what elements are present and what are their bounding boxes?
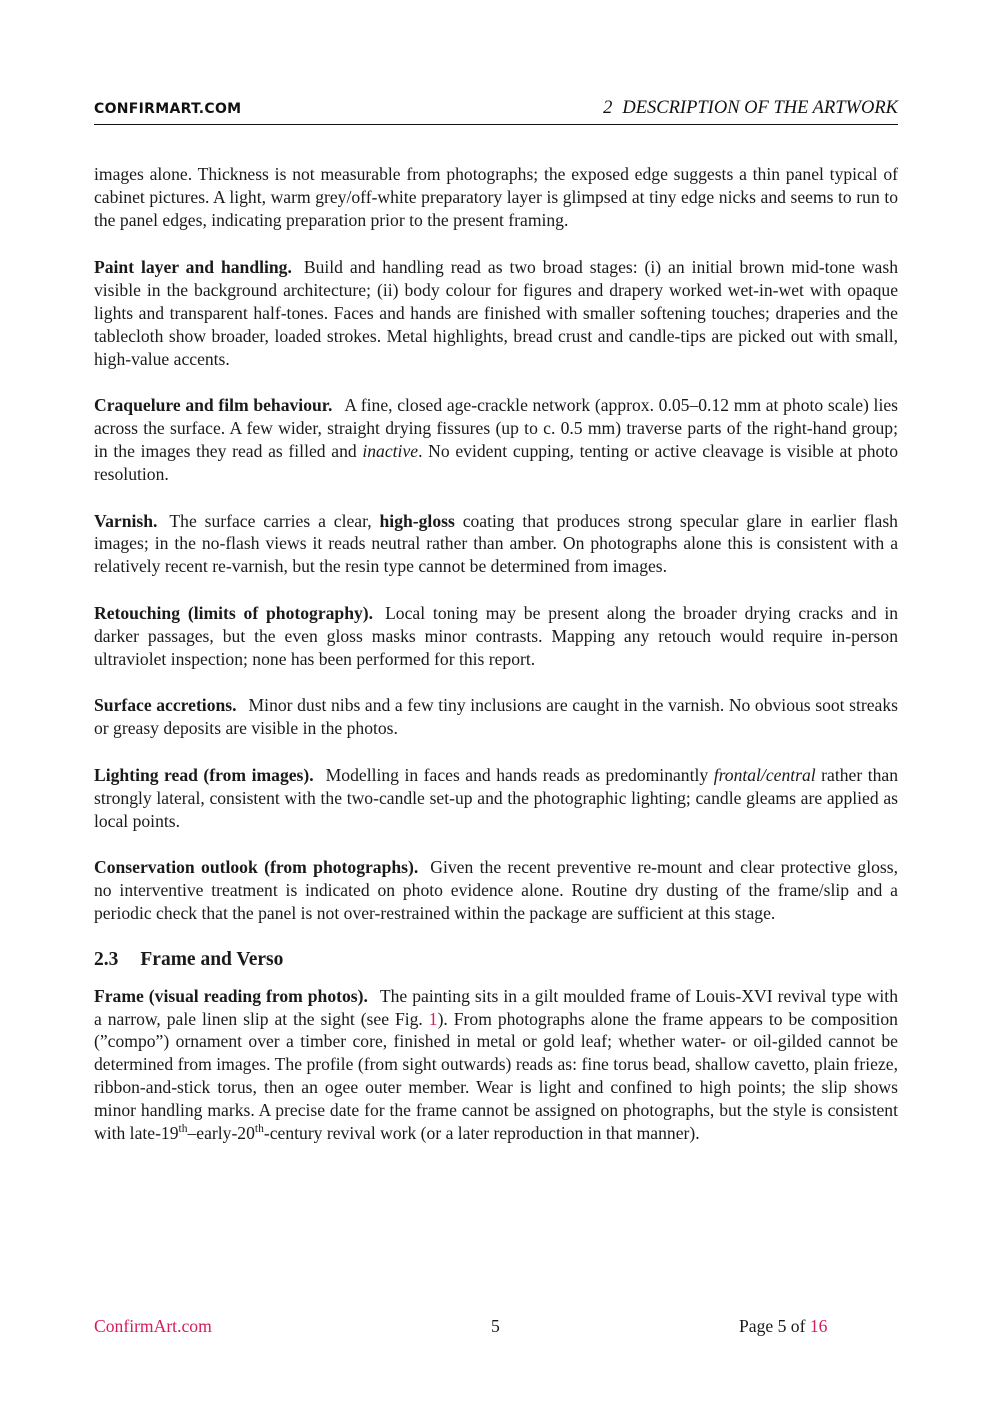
site-logo[interactable]: CONFIRMART.COM [94,101,242,117]
paragraph-heading: Surface accretions. [94,695,237,716]
section-number: 2 [603,98,613,118]
paragraph-text: coating that produces strong specular glare in earlier flash images; in the no-flash views it reads neutral rather than amber. On photographs alone this is consistent with a relatively recent re-varnish, but the resin type cannot be determined from images. [94,510,898,577]
document-body [94,163,898,1168]
paragraph-text: Build and handling read as two broad stages: (i) an initial brown mid-tone wash visible in the background architecture; (ii) body colour for figures and drapery worked wet-in-wet with opaque lights and transparent half-tones. Faces and hands are finished with smaller softening touches; draperies and the tablecloth show broader, loaded strokes. Metal highlights, bread crust and candle-tips are picked out with small, high-value accents. [94,257,898,369]
paragraph-heading: Retouching (limits of photography). [94,602,374,623]
subsection-number: 2.3 [94,948,119,970]
figure-reference-link[interactable]: 1 [428,1008,438,1029]
italic-term: inactive [362,440,419,461]
outlook-paragraph [94,856,898,924]
paragraph-text: The surface carries a clear, [169,510,380,531]
paragraph-text: . No evident cupping, tenting or active cleavage is visible at photo resolution. [94,440,898,484]
paragraph-heading: Conservation outlook (from photographs). [94,857,419,878]
total-pages-link[interactable]: 16 [809,1316,828,1336]
footer-page-count [739,1316,827,1337]
subsection-heading [94,948,898,972]
paragraph-text: Given the recent preventive re-mount and clear protective gloss, no interventive treatment is indicated on photo evidence alone. Routine dry dusting of the frame/slip and a periodic check that the panel is not over-restrained within the package are sufficient at this stage. [94,857,898,923]
paragraph-heading: Varnish. [94,510,158,531]
retouching-paragraph [94,602,898,670]
intro-paragraph: images alone. Thickness is not measurable from photographs; the exposed edge suggests a thin panel typical of cabinet pictures. A light, warm grey/off-white preparatory layer is glimpsed at tiny edge nicks and seems to run to the panel edges, indicating preparation prior to the present framing. [94,164,898,230]
craquelure-paragraph [94,394,898,485]
paragraph-text: rather than strongly lateral, consistent with the two-candle set-up and the photographic lighting; candle gleams are applied as local points. [94,764,898,831]
page-header [94,96,898,125]
superscript: th [178,1122,188,1135]
bold-term: high-gloss [379,510,455,531]
paragraph-text: ). From photographs alone the frame appears to be composition (”compo”) ornament over a timber core, finished in metal or gold leaf; whether water- or oil-gilded cannot be determined from images. The profile (from sight outwards) reads as: fine torus bead, shallow cavetto, plain frieze, ribbon-and-stick torus, then an ogee outer member. Wear is light and confined to high points; the slip shows minor handling marks. A precise date for the frame cannot be assigned on photographs, but the style is consistent with late-19 [94,1008,898,1143]
accretions-paragraph [94,694,898,740]
subsection-title: Frame and Verso [140,948,284,970]
footer-site-link[interactable]: ConfirmArt.com [94,1316,212,1336]
italic-term: frontal/central [713,764,816,785]
paint-layer-paragraph [94,256,898,370]
page-footer [94,1316,898,1338]
superscript: th [254,1122,264,1135]
paragraph-heading: Paint layer and handling. [94,257,292,278]
paragraph-text: Minor dust nibs and a few tiny inclusions are caught in the varnish. No obvious soot streaks or greasy deposits are visible in the photos. [94,695,898,739]
varnish-paragraph [94,510,898,578]
section-title: DESCRIPTION OF THE ARTWORK [622,98,898,118]
paragraph-text: -century revival work (or a later reproduction in that manner). [263,1122,700,1143]
page-count-prefix: Page 5 of [739,1316,810,1336]
paragraph-text: A fine, closed age-crackle network (approx. 0.05–0.12 mm at photo scale) lies across the surface. A few wider, straight drying fissures (up to c. 0.5 mm) traverse parts of the right-hand group; in the images they read as filled and [94,395,898,461]
paragraph-text: Local toning may be present along the broader drying cracks and in darker passages, but the even gloss masks minor contrasts. Mapping any retouch would require in-person ultraviolet inspection; none has been performed for this report. [94,602,898,669]
lighting-paragraph [94,764,898,832]
running-section-title [603,98,898,119]
paragraph-text: –early-20 [187,1122,255,1143]
paragraph-heading: Craquelure and film behaviour. [94,395,333,416]
frame-paragraph [94,985,898,1145]
footer-page-number: 5 [491,1316,500,1336]
paragraph-text: The painting sits in a gilt moulded frame of Louis-XVI revival type with a narrow, pale linen slip at the sight (see Fig. [94,985,898,1029]
paragraph-heading: Lighting read (from images). [94,764,314,785]
paragraph-text: Modelling in faces and hands reads as predominantly [325,764,714,785]
paragraph-heading: Frame (visual reading from photos). [94,985,368,1006]
